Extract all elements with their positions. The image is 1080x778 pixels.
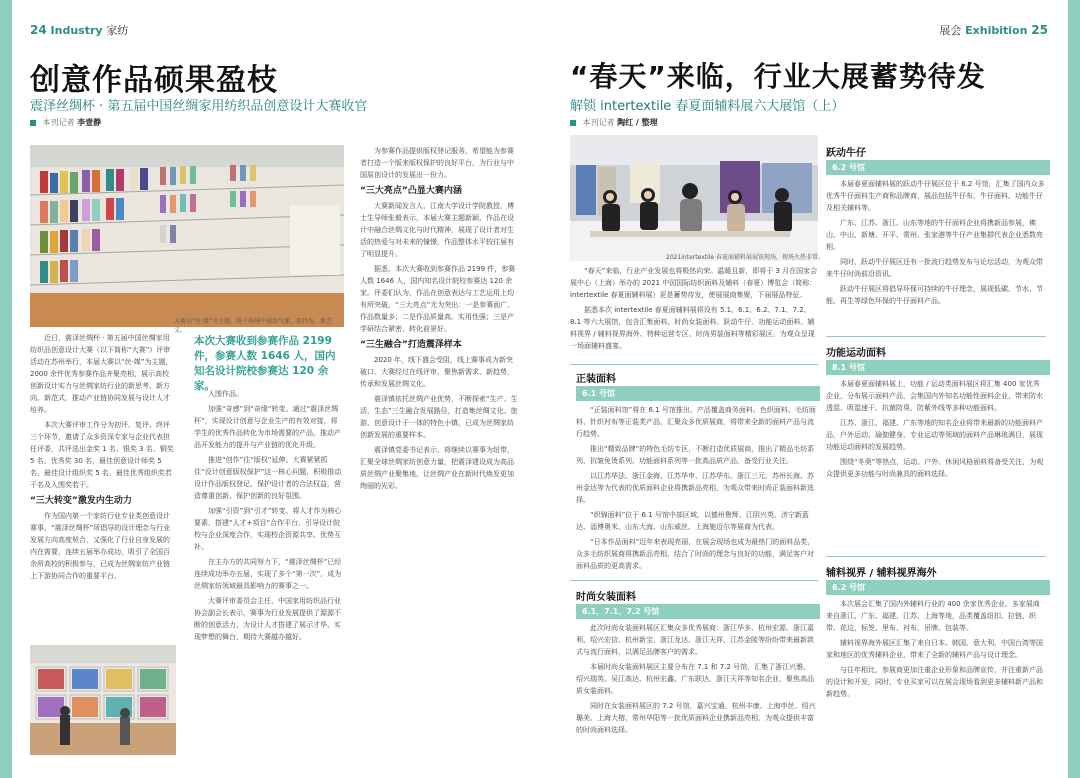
sidebar-body-denim [826, 178, 1046, 328]
paragraph: 与往年相比，参展商更加注重企业形象和品牌宣传，并注重新产品的设计和开发，同时，专业买家可以在展会现场看到更多辅料新产品和新趋势。 [826, 666, 1043, 698]
right-photo-caption: 2021intertextile 春夏面辅料展展馆现场，现场火热非常。 [666, 254, 825, 261]
paragraph: 大赛评审委员会主任、中国家用纺织品行业协会副会长表示，赛事为行业发展提供了源源不断的创意活力，为设计人才搭建了展示才华、实现梦想的舞台，期待大赛越办越好。 [194, 597, 341, 641]
right-folio [939, 22, 1048, 38]
article-headline: 创意作品硕果盈枝 [30, 63, 278, 98]
paragraph: “日本作品面料”近年来表现亮丽，在展会现场也成为最热门的面料品类，众多毛纺织展商将携新品亮相，结合了时尚的理念与良好的功能，满足客户对面料品质的更高需求。 [576, 538, 815, 570]
paragraph: 为参赛作品提供版权登记服务，希望能为参赛者打造一个版来版权保护的良好平台，为行业与中国原创设计的发展出一份力。 [360, 147, 514, 179]
left-edge-bar [0, 0, 12, 778]
paragraph: 围绕“冬奥”等热点，运动、户外、休闲风格面料将备受关注，为观众提供更多功能与时尚兼具的面料选择。 [826, 458, 1044, 478]
paragraph: “春天”来临，行业产业发展也将极热向荣。温暖且新，即将于 3 月在国家会展中心（上海）举办的 2021 中国国际纺织面料及辅料（春夏）博览会（简称：intertextile 春夏面辅料展）更是蓄势待发，使展展商集聚，下届展品特征。 [570, 267, 818, 299]
paragraph: 据悉，本次大赛收到参赛作品 2199 件，参赛人数 1646 人，国内知名设计院校参赛达 120 余家。评委们认为，作品在创意表达与工艺运用上均有所突破，“三大亮点”尤为突出：一是参赛面广、作品数量多；二是作品质量高、实用性强；三是产学研结合紧密、转化前景好。 [360, 265, 516, 333]
paragraph: 推出“精致品牌”的特色毛纺专区，不断打造优质展商，推出了精品毛纺系列、抗皱免烫系列、功能面料系列等一批高品质产品，备受行业关注。 [576, 445, 815, 465]
paragraph: 推进“创作”往“版权”延伸。大赛紧紧抓住“设计创意版权保护”这一核心问题，积极推动设计作品版权登记，保护设计者的合法权益，营造尊重创新、保护创新的良好氛围。 [194, 456, 342, 500]
section-heading: “三生融合”打造震泽样本 [360, 340, 462, 350]
pull-quote: 本次大赛收到参赛作品 2199 件，参赛人数 1646 人，国内知名设计院校参赛达 120 余家。 [194, 335, 336, 392]
paragraph: 以江苏华法、浙江金海、江苏华申、江苏华东、浙江三元、苏州长海、苏州金达等为代表的优质面料企业将携新品亮相，为观众带来时尚正装面料新选择。 [576, 472, 814, 504]
paragraph: 本届春夏面辅料展上，功能 / 运动类面料展区将汇集 400 家优秀企业，分布展示面料产品，会集国内外知名功能性面料企业，带来防水透湿、吸湿速干、抗菌防臭、防紫外线等多种功能面料。 [826, 380, 1043, 412]
paragraph: 本次展会汇集了国内外辅料行业的 400 余家优秀企业，多家展商来自浙江、广东、福建、江苏、上海等地，品类覆盖纽扣、拉链、织带、花边、标签、里布、衬布、吊牌、包装等。 [826, 600, 1040, 632]
byline-prefix: 本刊记者 [42, 118, 75, 127]
section-body-formal [576, 404, 816, 574]
sidebar-body-sports [826, 378, 1046, 538]
page-number: 24 [30, 23, 47, 37]
paragraph: 广东、江苏、浙江、山东等地的牛仔面料企业将携新品参展，佛山、中山、新塘、开平、常州、张家港等牛仔产业集群代表企业悉数亮相。 [826, 219, 1043, 251]
right-edge-bar [1068, 0, 1080, 778]
exhibition-shelf-photo [30, 145, 344, 327]
byline-prefix: 本刊记者 [582, 118, 615, 127]
left-column-1 [30, 332, 176, 642]
sidebar-title-accessories: 辅料视界 / 辅料视界海外 [826, 568, 937, 579]
paragraph: 跃动牛仔展区将倡导环保可持续的牛仔理念，展现低碳、节水、节能、再生等绿色环保的牛仔面料产品。 [826, 285, 1043, 305]
paragraph: 2020 年，线下盛会受阻，线上赛事成为新突破口。大赛经过在线评审，聚焦新需求、新趋势，传承和发展丝绸文化。 [360, 356, 514, 388]
left-folio [30, 22, 128, 38]
section-divider [570, 580, 818, 581]
paragraph: 在主办方的共同努力下，“震泽丝绸杯”已经连续成功举办五届，实现了多个“第一次”，成为丝绸家纺领域最具影响力的赛事之一。 [194, 558, 342, 590]
paragraph: 江苏、浙江、福建、广东等地的知名企业将带来最新的功能面料产品，户外运动、瑜伽健身、专业运动等领域的面料产品琳琅满目，展现功能运动面料的发展趋势。 [826, 419, 1043, 451]
byline-author: 陶红 / 整理 [617, 118, 658, 127]
paragraph: 本次大赛评审工作分为初评、复评、终评三个环节，邀请了众多资深专家与企业代表担任评委，共评选出金奖 1 名、银奖 3 名、铜奖 5 名、优秀奖 30 名，最佳创意设计师奖 5 名，最佳设计组织奖 5 名，最佳优秀组织奖若干名及入围奖若干。 [30, 421, 174, 489]
byline-marker-icon [570, 120, 576, 126]
paragraph: 本届春夏面辅料展的跃动牛仔展区位于 6.2 号馆，汇集了国内众多优秀牛仔面料生产商和品牌商，展品包括牛仔布、牛仔面料、功能牛仔及相关辅料等。 [826, 180, 1045, 212]
article-subhead: 震泽丝绸杯 · 第五届中国丝绸家用纺织品创意设计大赛收官 [30, 99, 368, 114]
sidebar-hall-sports: 8.1 号馆 [826, 360, 1050, 375]
paragraph: 此次时尚女装面料展区汇集众多优秀展商：浙江华多、杭州宏源、浙江嘉利、绍兴宏信、杭州新宝、浙江龙达、浙江天祥、江苏金陵等纷纷带来最新款式与流行面料，以满足品牌客户的需求。 [576, 624, 814, 656]
section-divider [570, 364, 818, 365]
sidebar-hall-denim: 6.2 号馆 [826, 160, 1050, 175]
left-column-2 [194, 388, 344, 768]
paragraph: 震泽镇依托丝绸产业优势，不断探索“生产、生活、生态”三生融合发展路径，打造集丝绸文化、旅游、创意设计于一体的特色小镇，已成为丝绸家纺创新发展的重要样本。 [360, 395, 518, 439]
left-photo-caption: 大赛以“丝·媒”为主题，既于传统中展新气象，即丹角、新艺义。 [174, 318, 333, 334]
sidebar-title-denim: 跃动牛仔 [826, 148, 866, 159]
paragraph: 本届时尚女装面料展区主要分布在 7.1 和 7.2 号馆，汇集了浙江兴雅、绍兴瑞英、吴江高达、杭州宏鑫、广东联达、浙江天祥等知名企业，聚焦高品质女装面料。 [576, 663, 814, 695]
paragraph: 辅料视界海外展区汇集了来自日本、韩国、意大利、中国台湾等国家和地区的优秀辅料企业，带来了全新的辅料产品与设计理念。 [826, 639, 1043, 659]
right-intro [570, 265, 818, 357]
paragraph: 加强“引资”到“引才”转变。将人才作为核心要素，搭建“人才+项目”合作平台，引导设计院校与企业深度合作，实现校企资源共享、优势互补。 [194, 507, 342, 551]
right-page [554, 0, 1054, 778]
section-title-formal: 正装面料 [576, 374, 616, 385]
sidebar-hall-accessories: 6.2 号馆 [826, 580, 1050, 595]
article-headline: “春天”来临，行业大展蓄势待发 [570, 60, 986, 93]
paragraph: 加强“奇感”到“奇缘”转变。通过“震泽丝绸杯”，实现设计创意与企业生产的有效对接，将学生的优秀作品转化为市场需要的产品，推动产品开发能力的提升与产业链的优化升级。 [194, 405, 341, 449]
paragraph: 据悉本次 intertextile 春夏面辅料展将设有 5.1、6.1、6.2、7.1、7.2、8.1 等六大展馆，包含汇集面料、时尚女装面料、跃动牛仔、功能运动面料、辅料视界 / 辅料视界海外、特种运营专区、时尚男装面料等精彩展区，为观众呈现一场面辅料盛宴。 [570, 306, 815, 350]
folio-section: Industry [50, 24, 103, 37]
paragraph: “织锦面料”位于 6.1 号馆中部区域，以德州鲁辉、江阴兴英、济宁新蓝达、淄博奥米、山东大海、山东威丝、上海施迈尔等展商为代表。 [576, 511, 809, 531]
article-subhead: 解锁 intertextile 春夏面辅料展六大展馆（上） [570, 99, 845, 114]
section-hall-womenswear: 6.1、7.1、7.2 号馆 [576, 604, 820, 619]
folio-section: Exhibition [965, 24, 1028, 37]
paragraph: 大赛新闻发言人、江南大学设计学院教授、博士生导师张毅表示，本届大赛主题新颖，作品在设计中融合丝绸文化与时代精神，展现了设计者对生活的热爱与对未来的憧憬，作品整体水平较往届有了明显提升。 [360, 202, 514, 258]
paragraph: 作为国内第一个家纺行业专业类创意设计赛事，“震泽丝绸杯”所倡导的设计理念与行业发展方向高度契合，又强化了行业自身发展的内在需要，连续五届举办成功，吸引了全国百余所高校的积极参与，已成为丝绸家纺产业链上下游协同合作的重要平台。 [30, 512, 171, 580]
paragraph: 入围作品。 [208, 390, 243, 398]
sidebar-title-sports: 功能运动面料 [826, 348, 886, 359]
paragraph: 震泽镇党委书记表示，将继续以赛事为纽带，汇聚全球丝绸家纺创意力量，把震泽建设成为高品质丝绸产业聚集地，让丝绸产业在新时代焕发更加绚丽的光彩。 [360, 446, 514, 490]
paragraph: 近日，震泽丝绸杯 · 第五届中国丝绸家用纺织品创意设计大赛（以下简称“大赛”）评审活动在苏州举行，本届大赛以“丝·媒”为主题，2000 余件优秀参赛作品齐聚亮相，展示高校创新设计实力与丝绸家纺行业的新思考、新方向、新范式，推动产业链协同发展与设计人才培养。 [30, 334, 173, 414]
folio-category: 展会 [939, 24, 962, 37]
folio-category: 家纺 [106, 24, 129, 37]
byline [30, 117, 101, 128]
expo-hall-photo [570, 135, 818, 261]
paragraph: 同时，跃动牛仔展区还有一批流行趋势发布与论坛活动，为观众带来牛仔时尚前沿资讯。 [826, 258, 1043, 278]
section-hall-formal: 6.1 号馆 [576, 386, 820, 401]
paragraph: “正装面料馆”将在 6.1 号馆推出，产品覆盖商务面料、色织面料、毛纺面料、针织衬布等正装类产品，汇聚众多优质展商，将带来全新的面料产品与流行趋势。 [576, 406, 816, 438]
byline [570, 117, 658, 128]
left-page [24, 0, 534, 778]
section-heading: “三大亮点”凸显大赛内涵 [360, 186, 462, 196]
section-title-womenswear: 时尚女装面料 [576, 592, 636, 603]
section-divider [826, 556, 1046, 557]
byline-author: 李壹静 [77, 118, 102, 127]
page-number: 25 [1031, 23, 1048, 37]
section-heading: “三大转变”激发内生动力 [30, 496, 132, 506]
display-wall-photo [30, 645, 176, 755]
left-column-3 [360, 145, 520, 765]
sidebar-body-accessories [826, 598, 1046, 768]
section-divider [826, 336, 1046, 337]
paragraph: 同时在女装面料展区的 7.2 号馆，嘉兴宝通、杭州丰康、上海申丝、绍兴璐美、上海大榕、常州华阳等一批优质面料企业携新品亮相，为观众提供丰富的时尚面料选择。 [576, 702, 816, 734]
byline-marker-icon [30, 120, 36, 126]
section-body-womenswear [576, 622, 816, 772]
